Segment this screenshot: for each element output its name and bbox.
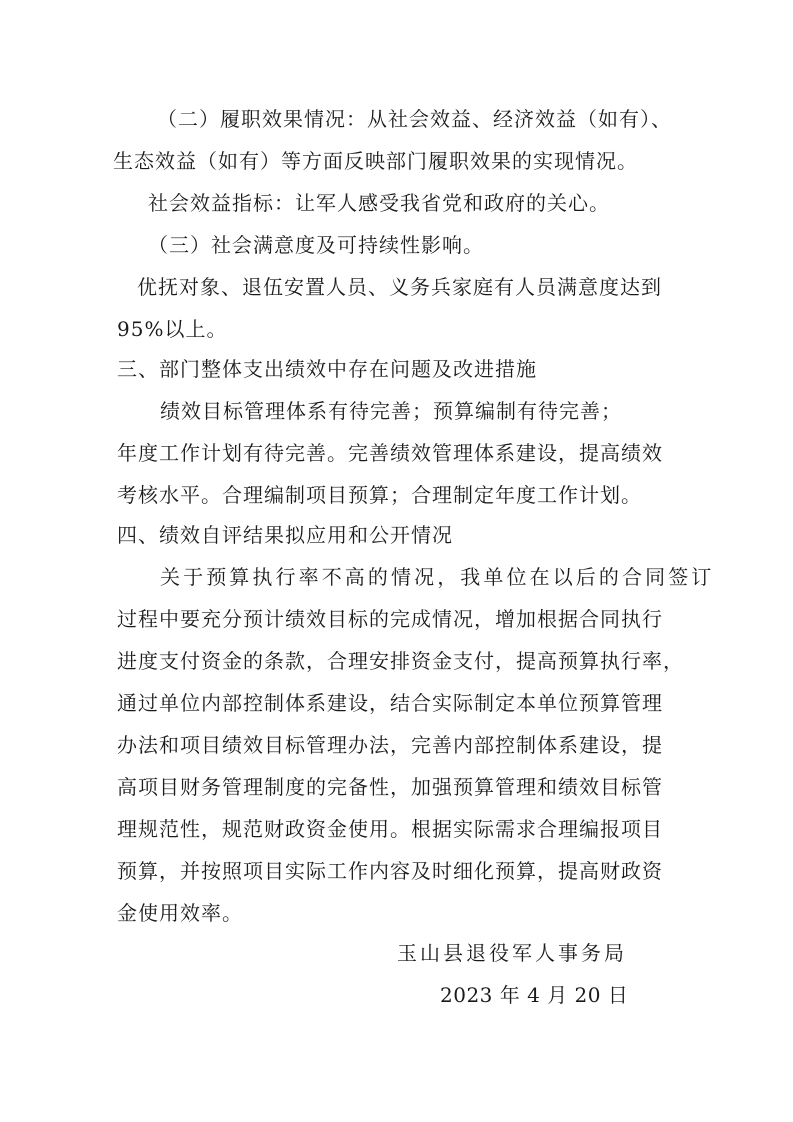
paragraph-line-20: 金使用效率。: [117, 901, 243, 925]
paragraph-line-3: 社会效益指标：让军人感受我省党和政府的关心。: [148, 191, 610, 215]
paragraph-line-19: 预算，并按照项目实际工作内容及时细化预算，提高财政资: [117, 859, 663, 883]
section-heading-4: 四、绩效自评结果拟应用和公开情况: [117, 523, 453, 547]
paragraph-line-12: 关于预算执行率不高的情况，我单位在以后的合同签订: [160, 565, 715, 589]
paragraph-line-14: 进度支付资金的条款，合理安排资金支付，提高预算执行率，: [117, 649, 684, 673]
paragraph-line-15: 通过单位内部控制体系建设，结合实际制定本单位预算管理: [117, 691, 663, 715]
paragraph-line-5: 优抚对象、退伍安置人员、义务兵家庭有人员满意度达到: [137, 275, 662, 299]
paragraph-line-4: （三）社会满意度及可持续性影响。: [148, 233, 484, 257]
issue-date: 2023 年 4 月 20 日: [440, 983, 629, 1007]
paragraph-line-6: 95%以上。: [117, 317, 228, 341]
issuing-organization: 玉山县退役军人事务局: [397, 941, 627, 965]
paragraph-line-18: 理规范性，规范财政资金使用。根据实际需求合理编报项目: [117, 817, 663, 841]
paragraph-line-9: 年度工作计划有待完善。完善绩效管理体系建设，提高绩效: [117, 441, 663, 465]
paragraph-line-2: 生态效益（如有）等方面反映部门履职效果的实现情况。: [113, 149, 638, 173]
paragraph-line-10: 考核水平。合理编制项目预算；合理制定年度工作计划。: [117, 483, 642, 507]
paragraph-line-13: 过程中要充分预计绩效目标的完成情况，增加根据合同执行: [117, 607, 663, 631]
paragraph-line-17: 高项目财务管理制度的完备性，加强预算管理和绩效目标管: [117, 775, 663, 799]
paragraph-line-16: 办法和项目绩效目标管理办法，完善内部控制体系建设，提: [117, 733, 663, 757]
paragraph-line-1: （二）履职效果情况：从社会效益、经济效益（如有）、: [157, 107, 672, 131]
section-heading-3: 三、部门整体支出绩效中存在问题及改进措施: [117, 357, 537, 381]
paragraph-line-8: 绩效目标管理体系有待完善；预算编制有待完善；: [160, 399, 622, 423]
